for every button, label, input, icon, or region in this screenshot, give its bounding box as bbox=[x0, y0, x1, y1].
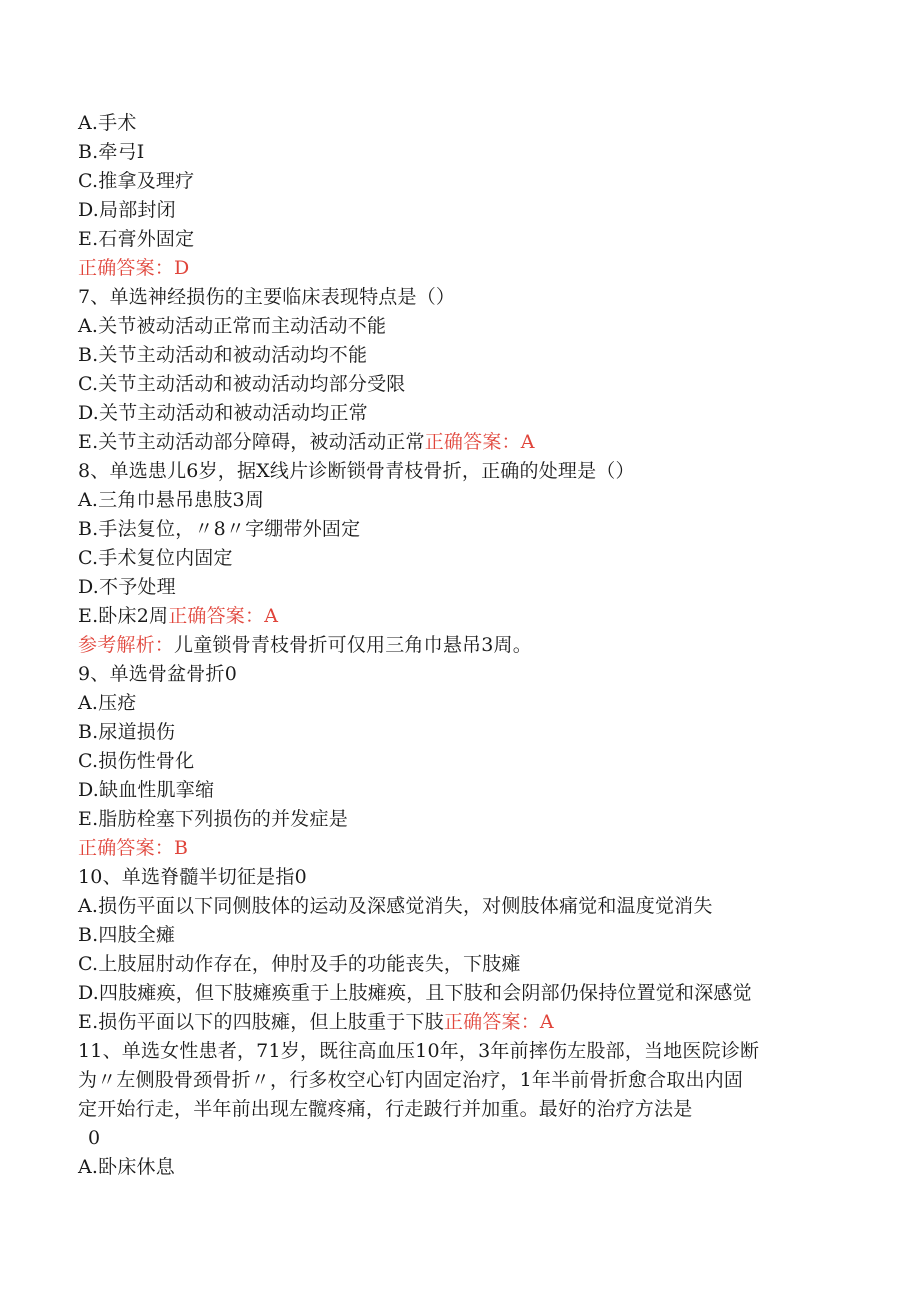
line-text: 定开始行走，半年前出现左髋疼痛，行走跛行并加重。最好的治疗方法是 bbox=[78, 1098, 693, 1120]
answer-label: 正确答案：B bbox=[78, 837, 189, 859]
line-text: B.手法复位，〃8〃字绷带外固定 bbox=[78, 518, 361, 540]
text-line bbox=[78, 544, 858, 573]
text-line bbox=[78, 1124, 858, 1153]
text-line bbox=[78, 399, 858, 428]
line-text: D.关节主动活动和被动活动均正常 bbox=[78, 402, 368, 424]
answer-label: 正确答案：D bbox=[78, 257, 190, 279]
text-line bbox=[78, 573, 858, 602]
line-text: A.关节被动活动正常而主动活动不能 bbox=[78, 315, 387, 337]
text-line bbox=[78, 805, 858, 834]
line-text: B.关节主动活动和被动活动均不能 bbox=[78, 344, 368, 366]
text-line bbox=[78, 863, 858, 892]
line-text: E.脂肪栓塞下列损伤的并发症是 bbox=[78, 808, 348, 830]
line-text: B.四肢全瘫 bbox=[78, 924, 176, 946]
line-text: 儿童锁骨青枝骨折可仅用三角巾悬吊3周。 bbox=[174, 634, 532, 656]
line-text: C.推拿及理疗 bbox=[78, 170, 195, 192]
text-line bbox=[78, 979, 858, 1008]
text-line bbox=[78, 602, 858, 631]
text-line bbox=[78, 370, 858, 399]
text-line bbox=[78, 457, 858, 486]
text-line bbox=[78, 921, 858, 950]
line-text: C.关节主动活动和被动活动均部分受限 bbox=[78, 373, 406, 395]
line-text: D.缺血性肌挛缩 bbox=[78, 779, 215, 801]
line-text: C.损伤性骨化 bbox=[78, 750, 195, 772]
line-text: E.损伤平面以下的四肢瘫，但上肢重于下肢 bbox=[78, 1011, 444, 1033]
line-text: A.手术 bbox=[78, 112, 137, 134]
line-text: C.上肢屈肘动作存在，伸肘及手的功能丧失，下肢瘫 bbox=[78, 953, 521, 975]
line-text: D.不予处理 bbox=[78, 576, 176, 598]
line-text: C.手术复位内固定 bbox=[78, 547, 233, 569]
answer-label: 正确答案：A bbox=[424, 431, 535, 453]
text-line bbox=[78, 1153, 858, 1182]
line-text: B.尿道损伤 bbox=[78, 721, 176, 743]
answer-label: 正确答案：A bbox=[168, 605, 279, 627]
line-text: A.卧床休息 bbox=[78, 1156, 175, 1178]
answer-label: 参考解析： bbox=[78, 634, 175, 656]
text-line bbox=[78, 776, 858, 805]
text-line bbox=[78, 747, 858, 776]
line-text: 7、单选神经损伤的主要临床表现特点是（） bbox=[78, 286, 456, 308]
text-line bbox=[78, 1066, 858, 1095]
text-line bbox=[78, 1008, 858, 1037]
line-text: 9、单选骨盆骨折0 bbox=[78, 663, 237, 685]
text-line bbox=[78, 515, 858, 544]
text-line bbox=[78, 631, 858, 660]
line-text: B.牵弓I bbox=[78, 141, 145, 163]
text-line bbox=[78, 718, 858, 747]
line-text: D.四肢瘫痪，但下肢瘫痪重于上肢瘫痪，且下肢和会阴部仍保持位置觉和深感觉 bbox=[78, 982, 752, 1004]
text-line bbox=[78, 138, 858, 167]
text-line bbox=[78, 341, 858, 370]
answer-label: 正确答案：A bbox=[443, 1011, 554, 1033]
line-text: A.压疮 bbox=[78, 692, 137, 714]
text-line bbox=[78, 225, 858, 254]
line-text: 11、单选女性患者，71岁，既往高血压10年，3年前摔伤左股部，当地医院诊断 bbox=[78, 1040, 760, 1062]
line-text: 10、单选脊髓半切征是指0 bbox=[78, 866, 307, 888]
text-line bbox=[78, 486, 858, 515]
document-body bbox=[78, 109, 858, 1182]
line-text: E.石膏外固定 bbox=[78, 228, 195, 250]
text-line bbox=[78, 196, 858, 225]
text-line bbox=[78, 254, 858, 283]
text-line bbox=[78, 428, 858, 457]
line-text: A.损伤平面以下同侧肢体的运动及深感觉消失，对侧肢体痛觉和温度觉消失 bbox=[78, 895, 713, 917]
text-line bbox=[78, 689, 858, 718]
line-text: A.三角巾悬吊患肢3周 bbox=[78, 489, 265, 511]
text-line bbox=[78, 283, 858, 312]
text-line bbox=[78, 109, 858, 138]
text-line bbox=[78, 1095, 858, 1124]
line-text: 0 bbox=[88, 1127, 101, 1149]
text-line bbox=[78, 950, 858, 979]
line-text: D.局部封闭 bbox=[78, 199, 176, 221]
text-line bbox=[78, 1037, 858, 1066]
text-line bbox=[78, 834, 858, 863]
line-text: 为〃左侧股骨颈骨折〃，行多枚空心钉内固定治疗，1年半前骨折愈合取出内固 bbox=[78, 1069, 744, 1091]
line-text: E.关节主动活动部分障碍，被动活动正常 bbox=[78, 431, 425, 453]
line-text: 8、单选患儿6岁，据X线片诊断锁骨青枝骨折，正确的处理是（） bbox=[78, 460, 635, 482]
text-line bbox=[78, 312, 858, 341]
text-line bbox=[78, 167, 858, 196]
line-text: E.卧床2周 bbox=[78, 605, 169, 627]
text-line bbox=[78, 892, 858, 921]
text-line bbox=[78, 660, 858, 689]
